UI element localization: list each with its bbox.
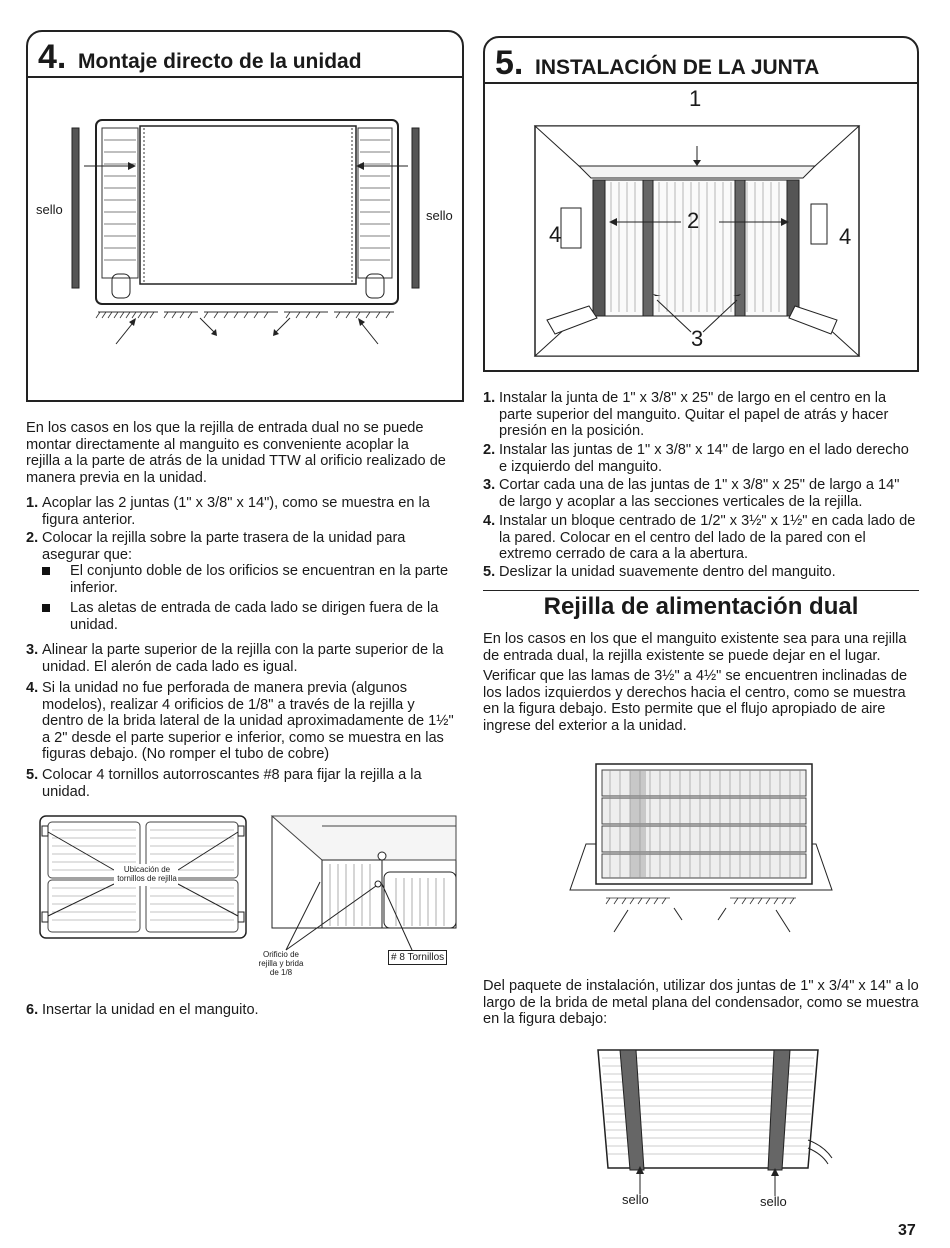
dual-para-1: En los casos en los que el manguito existente sea para una rejilla de entrada dual, la rejilla existente se puede dejar en el lugar. — [483, 631, 907, 664]
callout-4-left: 4 — [549, 222, 562, 247]
screws-label: # 8 Tornillos — [388, 950, 447, 965]
s5-step-2-text: Instalar las juntas de 1" x 3/8" x 14" de largo en el lado derecho e izquierdo del manguito. — [499, 442, 909, 475]
s5-step-3-number: 3. — [483, 477, 496, 493]
s4-step-4-number: 4. — [26, 680, 39, 696]
section-4-number: 4. — [38, 38, 67, 76]
section-4-intro: En los casos en los que la rejilla de entrada dual no se puede montar directamente al manguito es conveniente acoplar la rejilla a la parte de atrás de la unidad TTW al orificio realizado de manera previa en la unidad. — [26, 420, 446, 486]
screw-location-label: Ubicación de tornillos de rejilla — [117, 865, 177, 883]
s5-step-3-text: Cortar cada una de las juntas de 1" x 3/8" x 25" de largo a 14" de largo y acoplar a las secciones verticales de la rejilla. — [499, 477, 900, 510]
s5-step-5-text: Deslizar la unidad suavemente dentro del manguito. — [499, 564, 836, 580]
dual-grille-figure — [570, 762, 832, 938]
unit-mount-figure — [28, 78, 462, 400]
hole-label: Orificio de rejilla y brida de 1/8 — [258, 950, 304, 977]
s4-step-5-text: Colocar 4 tornillos autorroscantes #8 para fijar la rejilla a la unidad. — [42, 767, 422, 800]
section-4-panel — [26, 30, 464, 402]
condenser-figure — [596, 1044, 826, 1174]
s5-step-5-number: 5. — [483, 564, 496, 580]
s4-step-5-number: 5. — [26, 767, 39, 783]
s4-bullet-2-text: Las aletas de entrada de cada lado se dirigen fuera de la unidad. — [70, 600, 439, 633]
section-5-number: 5. — [495, 44, 524, 82]
s4-step-6-text: Insertar la unidad en el manguito. — [42, 1002, 259, 1018]
condenser-illustration — [596, 1044, 826, 1174]
right-seal-label: sello — [426, 208, 453, 223]
s5-step-1-text: Instalar la junta de 1" x 3/8" x 25" de largo en el centro en la parte superior del manguito. Quitar el papel de atrás y hacer presión en la posición. — [499, 390, 889, 439]
dual-heading: Rejilla de alimentación dual — [543, 593, 859, 620]
dual-para-3: Del paquete de instalación, utilizar dos juntas de 1" x 3/4" x 14" a lo largo de la brida de metal plana del condensador, como se muestra en la figura debajo: — [483, 978, 919, 1027]
s5-step-1-number: 1. — [483, 390, 496, 406]
s4-step-2-text: Colocar la rejilla sobre la parte trasera de la unidad para asegurar que: — [42, 530, 406, 563]
bullet-square-icon — [42, 567, 50, 575]
gasket-figure — [485, 84, 917, 370]
condenser-seal-right-label: sello — [760, 1194, 787, 1209]
dual-para-2: Verificar que las lamas de 3½" a 4½" se encuentren inclinadas de los lados izquierdos y derechos hacia el centro, como se muestra en la figura debajo. Esto permite que el flujo apropiado de aire ingrese del exterior a la unidad. — [483, 668, 908, 734]
s5-step-4-text: Instalar un bloque centrado de 1/2" x 3½" x 1½" en cada lado de la pared. Colocar en el centro del lado de la pared con el extremo cerrado de cara a la abertura. — [499, 513, 916, 562]
unit-mount-illustration — [28, 78, 464, 402]
callout-4-right: 4 — [839, 224, 852, 249]
s4-step-3-number: 3. — [26, 642, 39, 658]
s5-step-4-number: 4. — [483, 513, 496, 529]
section-5-title: INSTALACIÓN DE LA JUNTA — [535, 56, 820, 79]
dual-divider — [483, 590, 919, 591]
s4-step-1-text: Acoplar las 2 juntas (1" x 3/8" x 14"), como se muestra en la figura anterior. — [42, 495, 430, 528]
s4-step-3-text: Alinear la parte superior de la rejilla con la parte superior de la unidad. El alerón de cada lado es igual. — [42, 642, 444, 675]
callout-2: 2 — [687, 208, 700, 233]
page-number: 37 — [898, 1222, 916, 1239]
dual-grille-illustration — [570, 762, 832, 938]
condenser-seal-left-label: sello — [622, 1192, 649, 1207]
s4-step-6-number: 6. — [26, 1002, 39, 1018]
left-seal-label: sello — [36, 202, 63, 217]
section-5-panel — [483, 36, 919, 372]
section-4-header — [28, 32, 462, 78]
s4-step-2-number: 2. — [26, 530, 39, 546]
section-5-header — [485, 38, 917, 84]
s5-step-2-number: 2. — [483, 442, 496, 458]
grille-screw-figure — [38, 814, 248, 942]
s4-bullet-1-text: El conjunto doble de los orificios se encuentran en la parte inferior. — [70, 563, 449, 596]
section-4-title: Montaje directo de la unidad — [78, 50, 362, 73]
bullet-square-icon — [42, 604, 50, 612]
screw-closeup-figure — [258, 816, 456, 986]
callout-3: 3 — [691, 326, 704, 351]
s4-step-4-text: Si la unidad no fue perforada de manera previa (algunos modelos), realizar 4 orificios de 1/8" a través de la rejilla y dentro de la brida lateral de la unidad aproximadamente de 1½" a 2" desde el parte superior e inferior, como se muestra en las figuras debajo. (No romper el tubo de cobre) — [42, 680, 454, 762]
s4-step-1-number: 1. — [26, 495, 39, 511]
callout-1: 1 — [689, 86, 702, 111]
